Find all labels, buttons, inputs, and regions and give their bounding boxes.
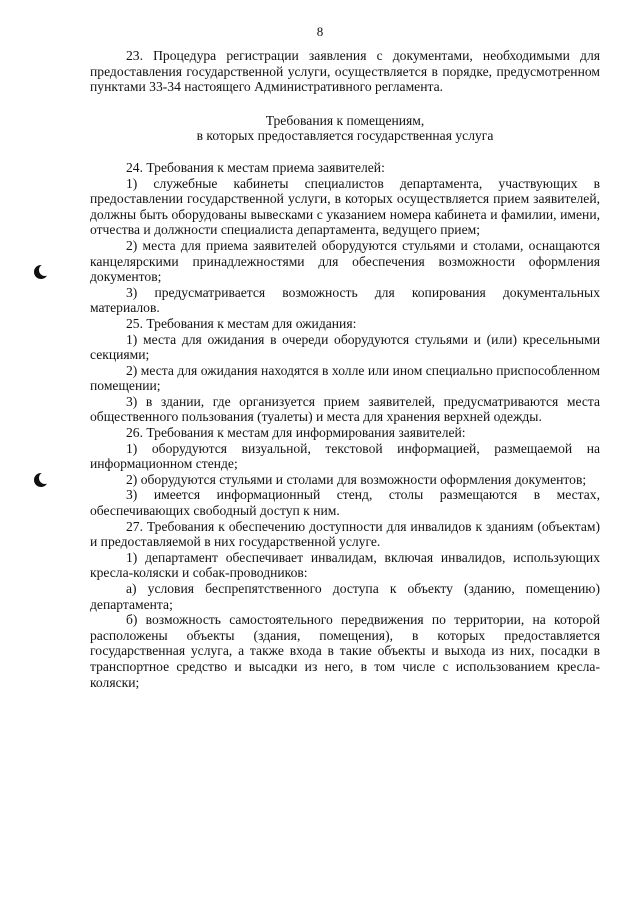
paragraph-24-1: 1) служебные кабинеты специалистов департамента, участвующих в предоставлении государственной услуги, в которых осуществляется прием заявителей, должны быть оборудованы вывесками с указанием номера кабинета и фамилии, имени, отчества и должности специалиста департамента, ведущего прием;: [90, 175, 600, 238]
paragraph-25: 25. Требования к местам для ожидания:: [126, 315, 357, 331]
punch-hole-bottom: [34, 473, 48, 487]
section-heading-line-1: Требования к помещениям,: [265, 112, 425, 128]
paragraph-27: 27. Требования к обеспечению доступности для инвалидов к зданиям (объектам) и предоставляемой в них государственной услуге.: [90, 518, 600, 550]
section-heading: [90, 113, 600, 144]
paragraph-26-3: 3) имеется информационный стенд, столы размещаются в местах, обеспечивающих свободный доступ к ним.: [90, 487, 600, 519]
paragraph-24: 24. Требования к местам приема заявителей:: [126, 159, 385, 175]
paragraph-26-2: 2) оборудуются стульями и столами для возможности оформления документов;: [126, 471, 587, 487]
paragraph-24-3: 3) предусматривается возможность для копирования документальных материалов.: [90, 284, 600, 316]
paragraph-27-1-b: б) возможность самостоятельного передвижения по территории, на которой расположены объекты (здания, помещения), в которых предоставляется государственная услуга, а также входа в такие объекты и выхода из них, посадки в транспортное средство и высадки из него, в том числе с использованием кресла-коляски;: [90, 612, 600, 690]
paragraph-27-1-a: а) условия беспрепятственного доступа к объекту (зданию, помещению) департамента;: [90, 581, 600, 612]
paragraph-27-1: 1) департамент обеспечивает инвалидам, включая инвалидов, использующих кресла-коляски и собак-проводников:: [90, 549, 600, 581]
punch-hole-top: [34, 265, 48, 279]
section-heading-line-2: в которых предоставляется государственная услуга: [196, 128, 494, 144]
paragraph-23: 23. Процедура регистрации заявления с документами, необходимыми для предоставления государственной услуги, осуществляется в порядке, предусмотренном пунктами 33-34 настоящего Административного регламента.: [90, 48, 600, 95]
paragraph-26-1: 1) оборудуются визуальной, текстовой информацией, размещаемой на информационном стенде;: [90, 440, 600, 472]
paragraph-25-2: 2) места для ожидания находятся в холле или ином специально приспособленном помещении;: [90, 362, 600, 394]
paragraph-25-1: 1) места для ожидания в очереди оборудуются стульями и (или) кресельными секциями;: [90, 331, 600, 363]
document-body: [90, 48, 600, 690]
paragraph-25-3: 3) в здании, где организуется прием заявителей, предусматриваются места общественного пользования (туалеты) и места для хранения верхней одежды.: [90, 393, 600, 425]
paragraph-24-2: 2) места для приема заявителей оборудуются стульями и столами, оснащаются канцелярскими принадлежностями для обеспечения возможности оформления документов;: [90, 237, 600, 285]
page-number: 8: [316, 24, 324, 39]
paragraph-26: 26. Требования к местам для информирования заявителей:: [126, 425, 466, 441]
